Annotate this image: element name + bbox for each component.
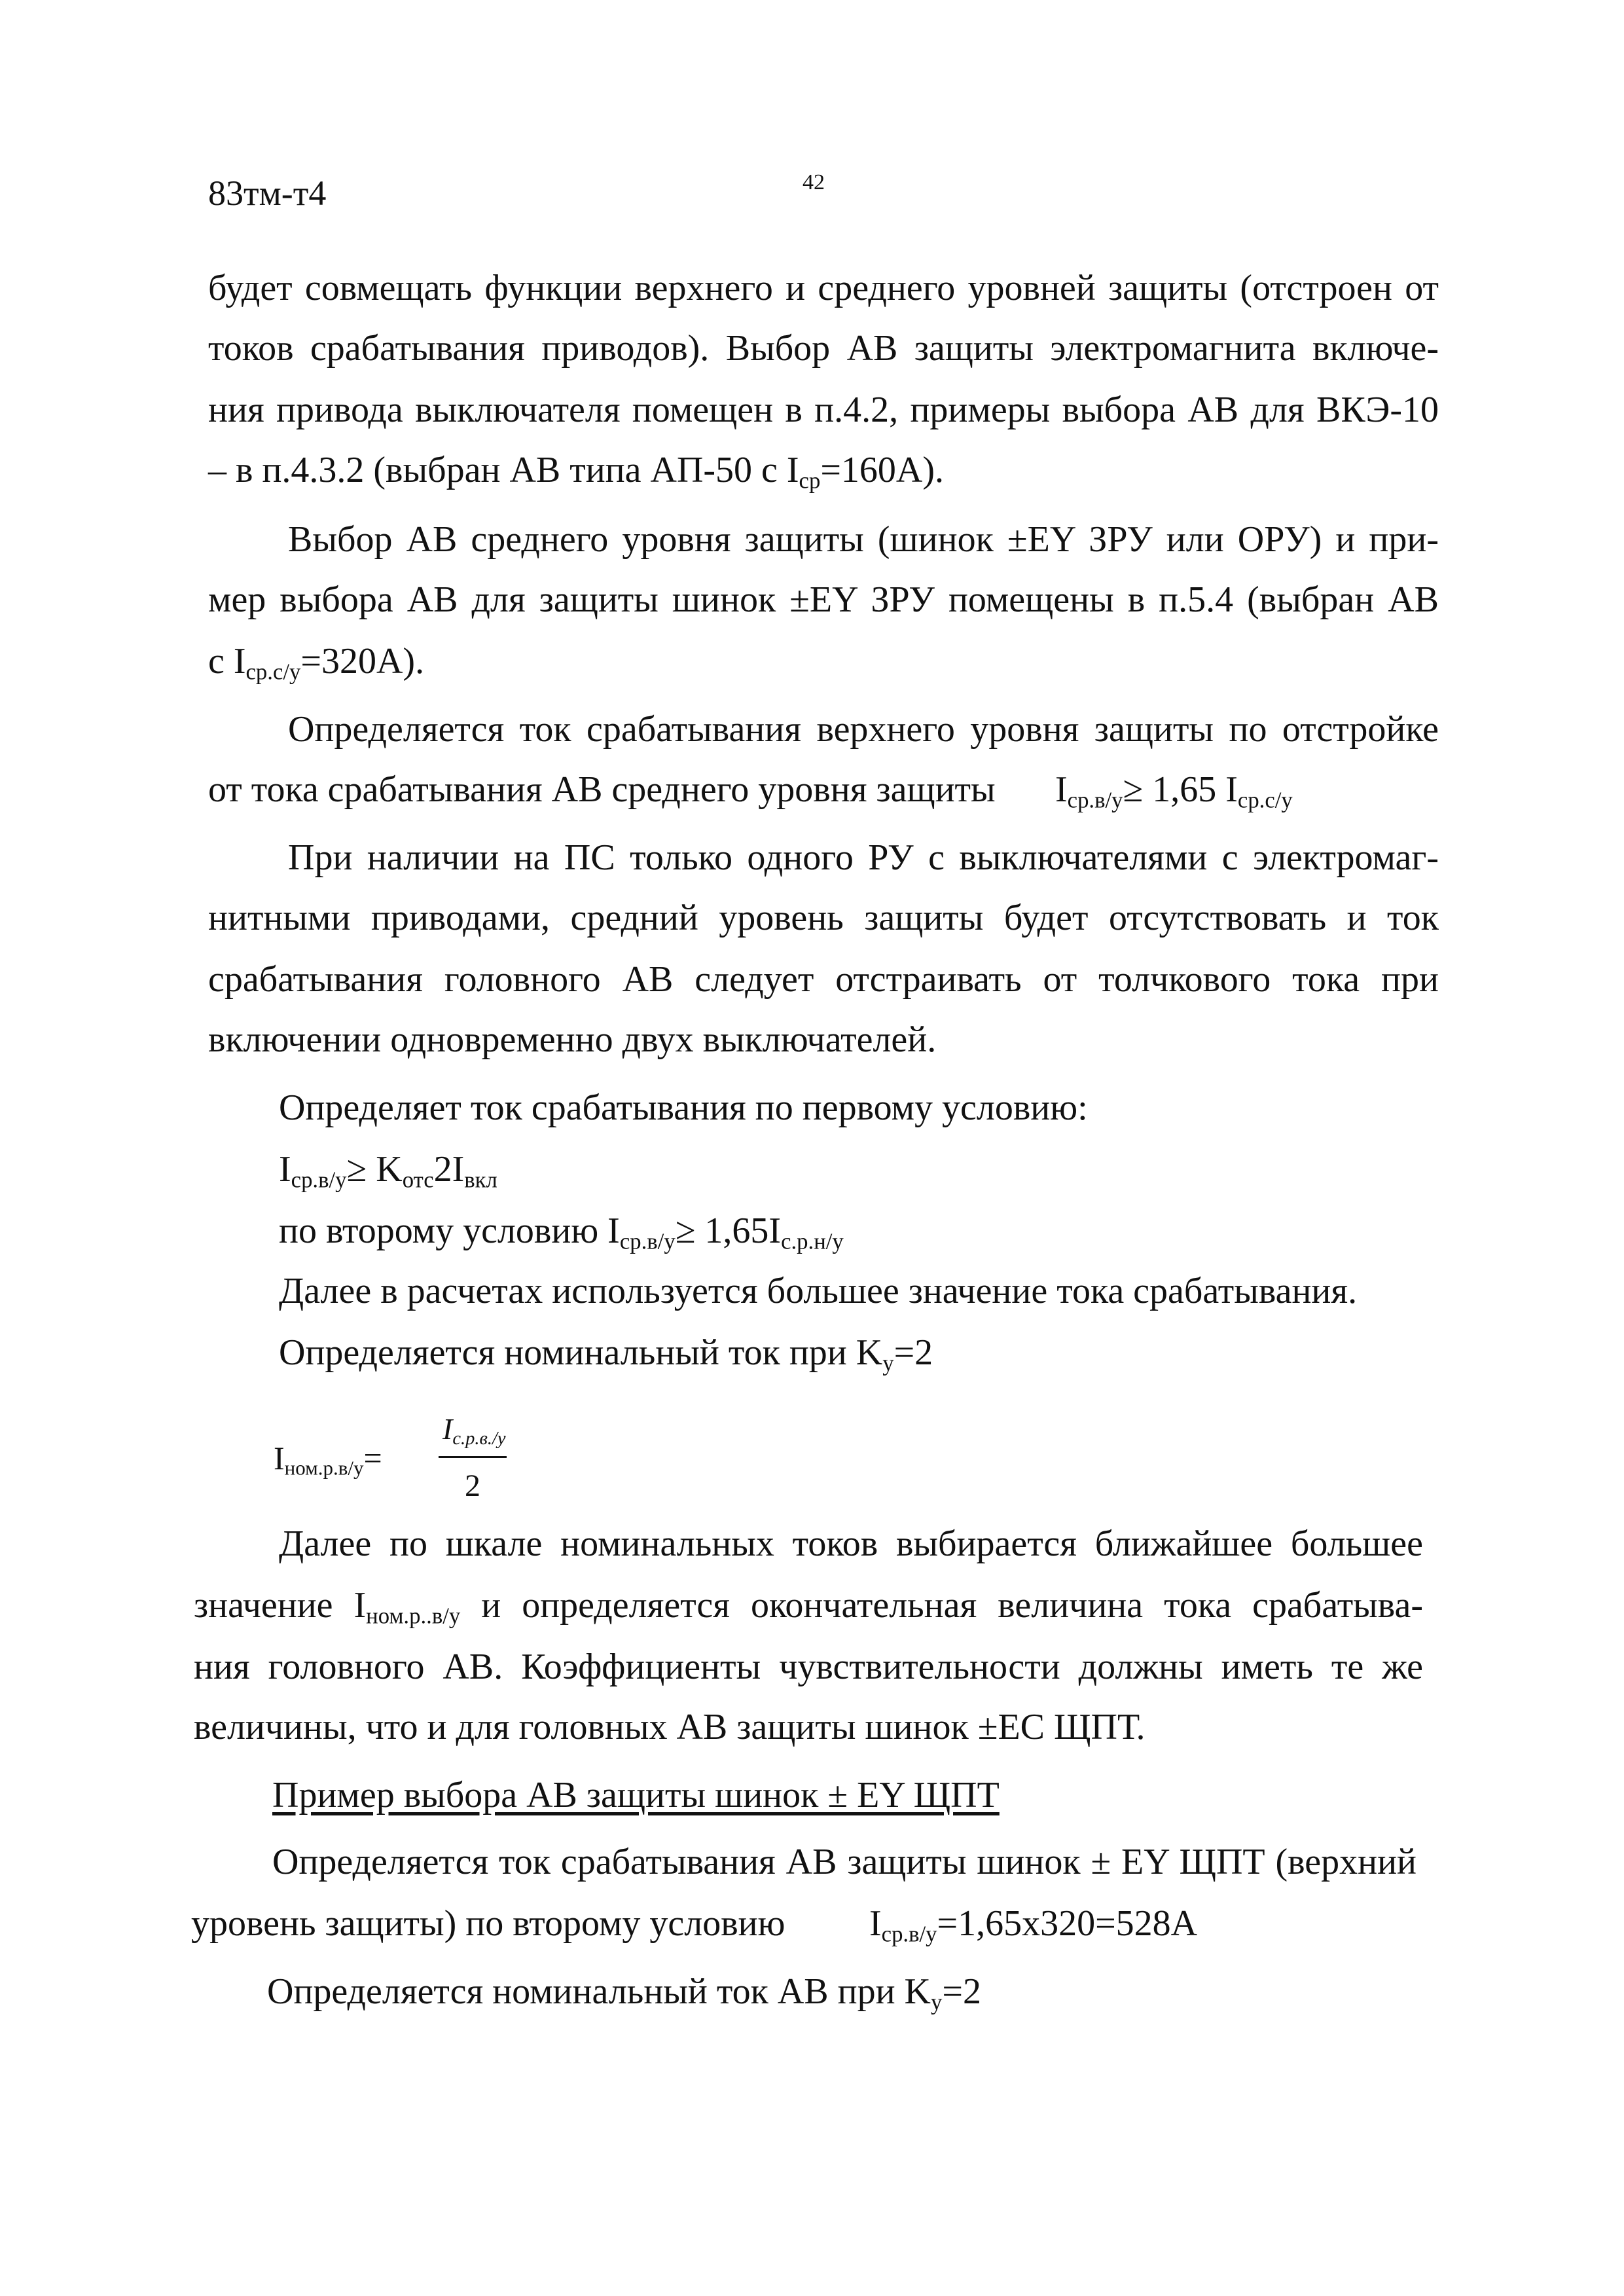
formula-nominal-current-fraction — [274, 1414, 509, 1512]
paragraph-1-line-4: – в п.4.3.2 (выбран АВ типа АП-50 с $I_{ср}=160А$). — [208, 450, 944, 494]
fraction-bar — [439, 1456, 507, 1458]
paragraph-2-line-3: с $I_{ср.с/у}=320А$). — [208, 641, 425, 685]
formula-verhnii-uroven: $I_{ср.в/у}\ge 1,65$ $I_{ср.с/у}$ — [1055, 769, 1293, 813]
paragraph-4-line-4: включении одновременно двух выключателей. — [208, 1019, 937, 1060]
paragraph-7: Определяется номинальный ток при $K_у=2$ — [279, 1332, 933, 1376]
paragraph-4-line-1: При наличии на ПС только одного РУ с выключателями с электромаг- — [288, 837, 1439, 878]
paragraph-1-line-2: токов срабатывания приводов). Выбор АВ защиты электромагнита включе- — [208, 328, 1439, 369]
paragraph-8-line-1: Далее по шкале номинальных токов выбирается ближайшее большее — [279, 1523, 1423, 1564]
example-heading: Пример выбора АВ защиты шинок ± EY ЩПТ — [272, 1775, 1000, 1815]
formula-second-condition: по второму условию $I_{ср.в/у}\ge 1,65I_{с.р.н/у}$ — [279, 1211, 844, 1254]
paragraph-1-line-3: ния привода выключателя помещен в п.4.2, примеры выбора АВ для ВКЭ-10 — [208, 390, 1439, 430]
paragraph-9-line-2: уровень защиты) по второму условию — [191, 1903, 785, 1944]
page-number: 42 — [803, 170, 825, 194]
fraction-denominator: 2 — [465, 1468, 480, 1503]
paragraph-6: Далее в расчетах используется большее значение тока срабатывания. — [279, 1271, 1358, 1311]
paragraph-4-line-3: срабатывания головного АВ следует отстраивать от толчкового тока при — [208, 959, 1439, 1000]
fraction-numerator: $I_{с.р.в./у}$ — [442, 1412, 506, 1449]
fraction-left-side: $I_{ном.р.в/у}=$ — [274, 1440, 382, 1480]
paragraph-1-line-1: будет совмещать функции верхнего и среднего уровней защиты (отстроен от — [208, 268, 1439, 308]
paragraph-5: Определяет ток срабатывания по первому условию: — [279, 1087, 1088, 1128]
paragraph-2-line-1: Выбор АВ среднего уровня защиты (шинок ±EY ЗРУ или ОРУ) и при- — [288, 519, 1439, 560]
paragraph-10: Определяется номинальный ток АВ при $K_у=2$ — [267, 1971, 981, 2015]
paragraph-2-line-2: мер выбора АВ для защиты шинок ±EY ЗРУ помещены в п.5.4 (выбран АВ — [208, 579, 1439, 620]
paragraph-4-line-2: нитными приводами, средний уровень защиты будет отсутствовать и ток — [208, 898, 1439, 938]
paragraph-3-line-2: от тока срабатывания АВ среднего уровня защиты — [208, 769, 996, 810]
paragraph-8-line-2: значение $I_{ном.р..в/у}$ и определяется окончательная величина тока срабатыва- — [194, 1585, 1423, 1629]
formula-first-condition: $I_{ср.в/у}\ge K_{отс}2I_{вкл}$ — [279, 1149, 497, 1193]
paragraph-9-line-1: Определяется ток срабатывания АВ защиты шинок ± EY ЩПТ (верхний — [272, 1842, 1416, 1882]
formula-example-current: $I_{ср.в/у}=1,65х320=528А$ — [869, 1903, 1198, 1947]
document-code: 83тм-т4 — [208, 173, 327, 213]
paragraph-8-line-3: ния головного АВ. Коэффициенты чувствительности должны иметь те же — [194, 1647, 1423, 1687]
paragraph-8-line-4: величины, что и для головных АВ защиты шинок ±ЕС ЩПТ. — [194, 1707, 1146, 1747]
paragraph-3-line-1: Определяется ток срабатывания верхнего уровня защиты по отстройке — [288, 709, 1439, 750]
